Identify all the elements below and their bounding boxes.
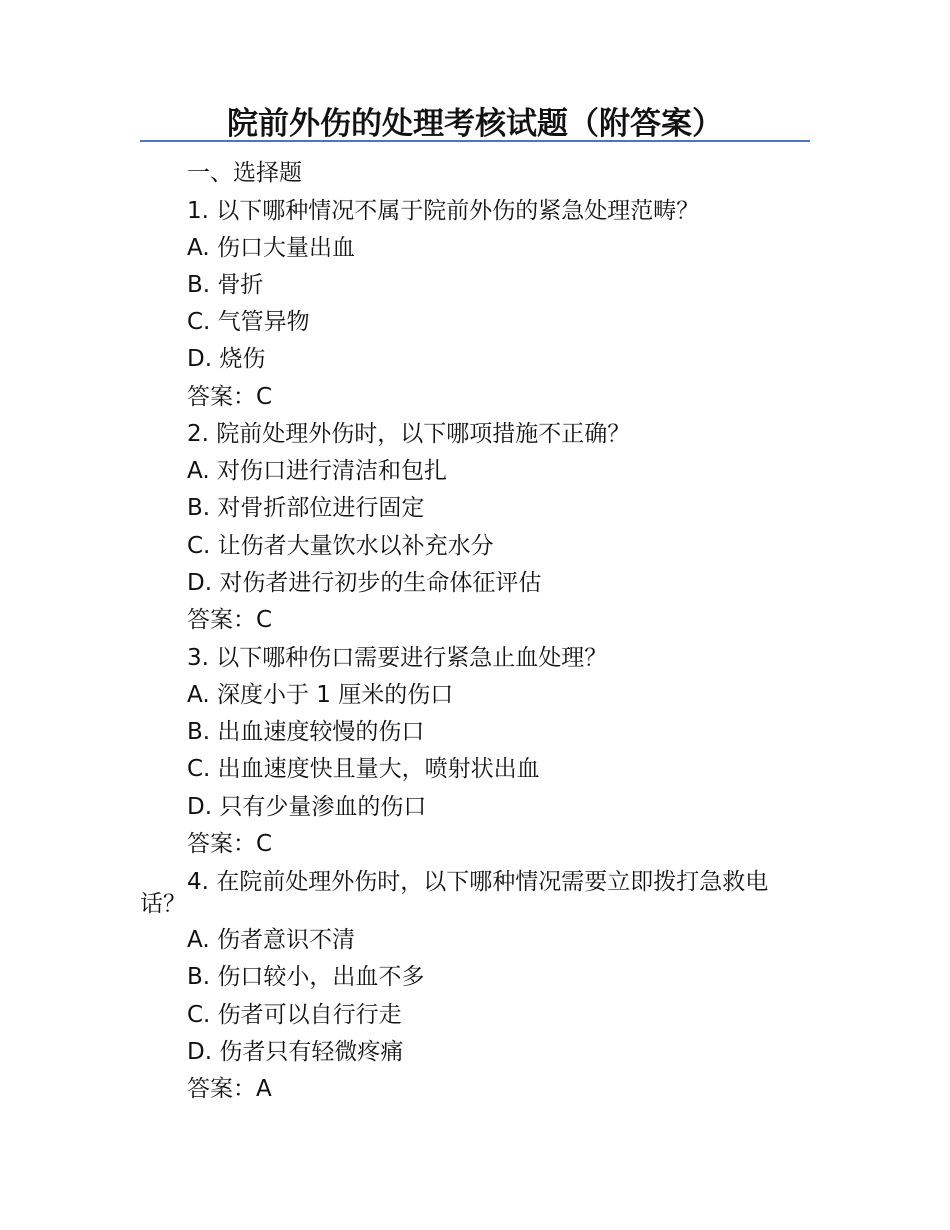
question-3-answer: 答案：C <box>187 831 273 857</box>
question-1-answer: 答案：C <box>187 384 273 410</box>
question-2-answer: 答案：C <box>187 607 273 633</box>
question-4-stem: 4. 在院前处理外伤时，以下哪种情况需要立即拨打急救电话？ <box>140 869 769 917</box>
question-2-option-b: B. 对骨折部位进行固定 <box>187 495 425 521</box>
question-3-option-c: C. 出血速度快且量大，喷射状出血 <box>187 756 540 782</box>
question-2-option-d: D. 对伤者进行初步的生命体征评估 <box>187 570 542 596</box>
question-4-option-a: A. 伤者意识不清 <box>187 927 355 953</box>
question-2-option-a: A. 对伤口进行清洁和包扎 <box>187 458 447 484</box>
page-title: 院前外伤的处理考核试题（附答案） <box>227 106 723 142</box>
question-4-option-b: B. 伤口较小，出血不多 <box>187 964 425 990</box>
title-underline <box>140 140 810 142</box>
question-1-option-c: C. 气管异物 <box>187 309 310 335</box>
question-2-stem: 2. 院前处理外伤时，以下哪项措施不正确？ <box>187 421 631 447</box>
question-4-option-d: D. 伤者只有轻微疼痛 <box>187 1039 404 1065</box>
question-1-option-d: D. 烧伤 <box>187 346 266 372</box>
question-1-option-b: B. 骨折 <box>187 272 264 298</box>
question-3-option-b: B. 出血速度较慢的伤口 <box>187 719 425 745</box>
question-4-option-c: C. 伤者可以自行行走 <box>187 1002 402 1028</box>
section-heading: 一、选择题 <box>187 160 302 186</box>
question-3-option-a: A. 深度小于 1 厘米的伤口 <box>187 682 454 708</box>
question-2-option-c: C. 让伤者大量饮水以补充水分 <box>187 533 494 559</box>
question-1-stem: 1. 以下哪种情况不属于院前外伤的紧急处理范畴？ <box>187 198 700 224</box>
question-3-stem: 3. 以下哪种伤口需要进行紧急止血处理？ <box>187 645 608 671</box>
question-3-option-d: D. 只有少量渗血的伤口 <box>187 794 427 820</box>
question-4-answer: 答案：A <box>187 1076 272 1102</box>
question-1-option-a: A. 伤口大量出血 <box>187 235 355 261</box>
